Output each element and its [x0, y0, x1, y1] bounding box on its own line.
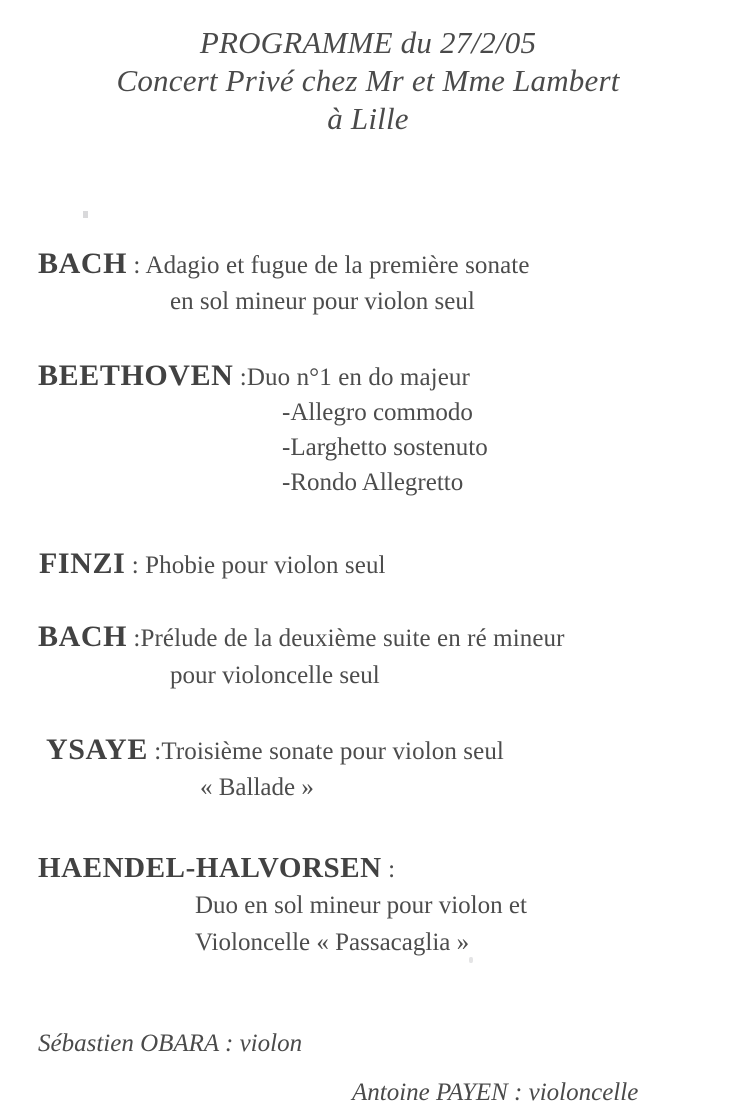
entry-heading [46, 732, 736, 767]
work-title: Phobie pour violon seul [145, 551, 386, 579]
performer-credits [0, 1028, 736, 1109]
work-title: Troisième sonate pour violon seul [161, 737, 504, 765]
work-subline: Duo en sol mineur pour violon et [195, 892, 527, 920]
programme-entry-bach-adagio [38, 246, 736, 318]
entry-heading [39, 546, 736, 581]
entry-heading [38, 619, 736, 654]
programme-entry-beethoven-duo [38, 358, 736, 498]
composer-name: BACH [38, 620, 128, 654]
performer-violin: Sébastien OBARA : violon [38, 1030, 303, 1057]
work-subline: pour violoncelle seul [170, 661, 380, 689]
work-subline: en sol mineur pour violon seul [170, 288, 475, 316]
movement-item: -Allegro commodo [282, 398, 473, 426]
title-line-programme-date: PROGRAMME du 27/2/05 [199, 25, 537, 60]
work-title: Duo n°1 en do majeur [246, 364, 470, 392]
programme-list [0, 246, 736, 959]
movement-item: -Rondo Allegretto [282, 468, 464, 496]
composer-name: BACH [38, 247, 128, 280]
composer-separator: : [233, 364, 247, 392]
work-subline: « Ballade » [200, 773, 314, 801]
work-title: Prélude de la deuxième suite en ré mineur [140, 625, 565, 653]
composer-name: FINZI [39, 546, 126, 580]
programme-entry-bach-prelude [38, 619, 736, 691]
composer-separator: : [125, 551, 146, 579]
title-line-event: Concert Privé chez Mr et Mme Lambert [116, 63, 620, 98]
composer-separator: : [147, 737, 162, 765]
work-title: Adagio et fugue de la première sonate [145, 252, 530, 279]
composer-name: HAENDEL-HALVORSEN [38, 851, 382, 884]
composer-name: YSAYE [46, 732, 148, 766]
composer-name: BEETHOVEN [38, 359, 234, 393]
entry-heading [38, 246, 736, 281]
entry-heading [38, 851, 736, 885]
entry-heading [38, 358, 736, 393]
programme-entry-ysaye-sonate [46, 732, 736, 804]
composer-separator: : [127, 625, 141, 653]
programme-entry-haendel-halvorsen [38, 851, 736, 959]
composer-separator: : [381, 855, 396, 883]
performer-cello: Antoine PAYEN : violoncelle [352, 1078, 639, 1106]
programme-title-block [0, 24, 736, 138]
movement-item: -Larghetto sostenuto [282, 433, 488, 461]
programme-entry-finzi-phobie [39, 546, 736, 581]
work-subline: Violoncelle « Passacaglia » [195, 929, 470, 957]
scan-artifact-speck [83, 211, 88, 218]
composer-separator: : [127, 252, 146, 279]
title-line-location: à Lille [327, 101, 409, 136]
